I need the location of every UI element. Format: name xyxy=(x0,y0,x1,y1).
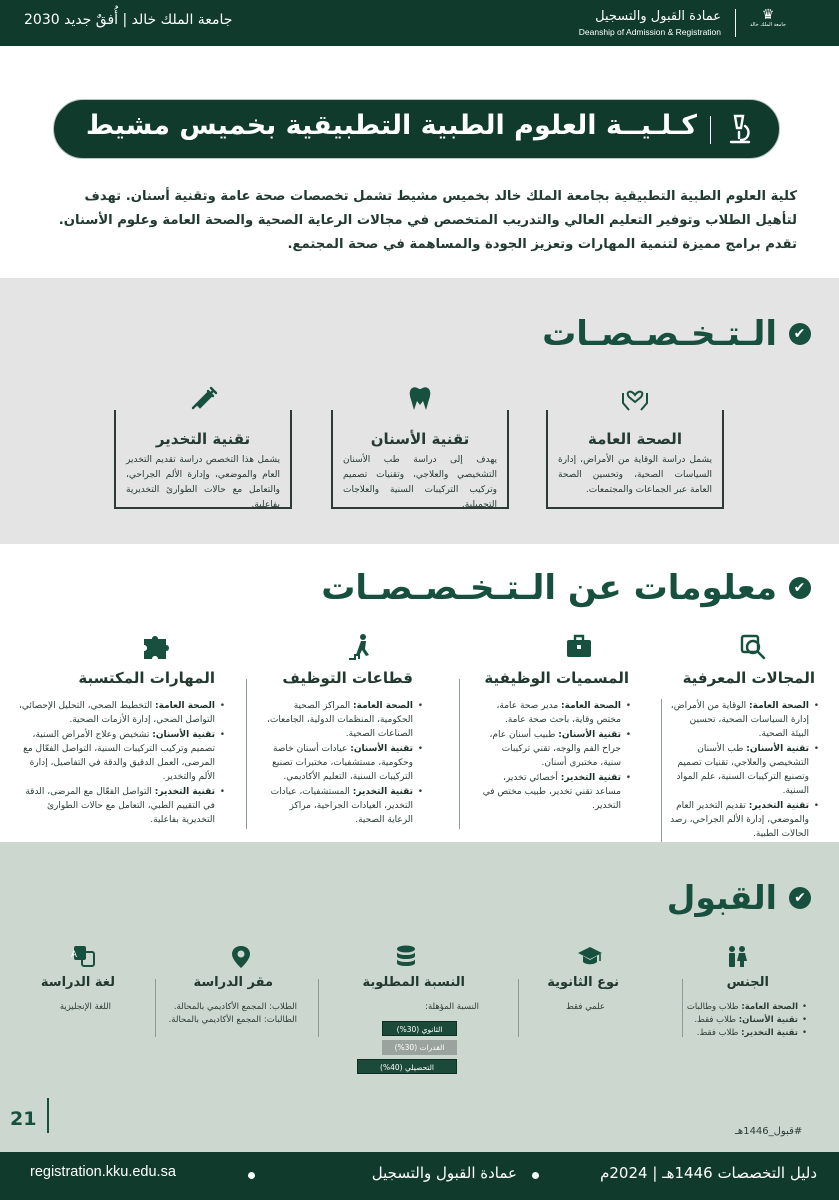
specialties-heading-text: الـتـخـصـصـات xyxy=(542,314,777,354)
database-icon xyxy=(395,945,417,975)
list-item: • تقنية الأسنان: تشخيص وعلاج الأمراض السنية، تصميم وتركيب التركيبات السنية، التواصل الفعّال مع المرضى، العمل الدقيق والدقة في التفاصيل، إدارة الألم والتخدير. xyxy=(13,728,225,784)
stairs-climb-icon xyxy=(347,633,375,667)
column-divider xyxy=(518,979,519,1037)
admission-item-title: مقر الدراسة xyxy=(193,975,273,990)
deanship-name-en: Deanship of Admission & Registration xyxy=(578,27,721,37)
college-intro: كلية العلوم الطبية التطبيقية بجامعة الملك خالد بخميس مشيط تشمل تخصصات صحة عامة وتقنية أسنان. تهدف لتأهيل الطلاب وتوفير التعليم العالي والتدريب المتخصص في مجالات الرعاية الصحية والصحة العامة وعلوم الأسنان. تقدم برامج مميزة لتنمية المهارات وتعزيز الجودة والمساهمة في صحة المجتمع. xyxy=(58,189,797,252)
footer xyxy=(0,1152,839,1200)
info-column-title: المهارات المكتسبة xyxy=(78,669,215,687)
specialty-desc: يشمل دراسة الوقاية من الأمراض، إدارة السياسات الصحية، وتحسين الصحة العامة عبر الجماعات والمجتمعات. xyxy=(558,455,712,495)
info-list xyxy=(263,699,423,828)
puzzle-icon xyxy=(141,633,171,667)
footer-guide: دليل التخصصات 1446هـ | 2024م xyxy=(600,1164,817,1182)
admission-gender xyxy=(671,945,811,1055)
admission-heading xyxy=(667,878,811,917)
specialty-title: تقنية التخدير xyxy=(155,430,251,448)
ratio-bar-aptitude: القدرات (30%) xyxy=(382,1040,457,1055)
briefcase-icon xyxy=(565,633,593,665)
footer-deanship: عمادة القبول والتسجيل xyxy=(371,1164,517,1182)
syringe-icon xyxy=(182,383,224,420)
column-divider xyxy=(682,979,683,1037)
specialty-card-anesthesia-tech xyxy=(114,410,292,509)
admission-item-title: الجنس xyxy=(726,975,769,990)
ratio-bar-achievement: التحصيلي (40%) xyxy=(357,1059,457,1074)
banner-divider xyxy=(710,116,711,144)
list-item: • تقنية التخدير: تقديم التخدير العام والموضعي، إدارة الألم الجراحي، رصد الحالات الطبية. xyxy=(669,799,819,841)
people-icon xyxy=(725,945,749,975)
microscope-icon xyxy=(721,112,757,148)
hands-heart-icon xyxy=(614,383,656,420)
list-item: • الصحة العامة: الوقاية من الأمراض، إدارة السياسات الصحية، تحسين البيئة الصحية. xyxy=(669,699,819,741)
list-item: • تقنية التخدير: المستشفيات، عيادات التخدير، العيادات الجراحية، مراكز الرعاية الصحية. xyxy=(263,785,423,827)
page-number: 21 xyxy=(10,1108,37,1130)
list-item: • الصحة العامة: مدير صحة عامة، مختص وقاية، باحث صحة عامة. xyxy=(481,699,631,727)
crown-palm-icon: ♛ xyxy=(761,7,775,23)
specialty-title: تقنية الأسنان xyxy=(370,430,470,448)
logo-text: جامعة الملك خالد xyxy=(750,22,786,28)
list-item: • تقنية الأسنان: عيادات أسنان خاصة وحكومية، مستشفيات، مختبرات تصنيع التركيبات السنية، التعليم الأكاديمي. xyxy=(263,742,423,784)
info-list xyxy=(13,699,225,828)
info-column-acquired-skills xyxy=(7,633,233,853)
admission-required-ratio xyxy=(353,945,483,1085)
info-column-employment-sectors xyxy=(253,633,443,853)
header-slogan: جامعة الملك خالد | أُفقٌ جديد 2030 xyxy=(24,12,233,28)
footer-dot xyxy=(532,1172,539,1179)
specialty-desc: يشمل هذا التخصص دراسة تقديم التخدير العام والموضعي، وإدارة الألم الجراحي، والتعامل مع حالات الطوارئ التخديرية بفاعلية. xyxy=(126,455,280,510)
location-line: الطلاب: المجمع الأكاديمي بالمحالة. xyxy=(173,1002,297,1012)
list-item: • تقنية الأسنان: طبيب أسنان عام، جراح الفم والوجه، تقني تركيبات سنية، مختبري أسنان. xyxy=(481,728,631,770)
list-item: • تقنية التخدير: طلاب فقط. xyxy=(687,1027,807,1040)
page-number-divider xyxy=(47,1098,49,1133)
info-column-title: قطاعات التوظيف xyxy=(282,669,413,687)
specialty-desc: يهدف إلى دراسة طب الأسنان التشخيصي والعلاجي، وتقنيات تصميم وتركيب التركيبات السنية والعلاجات التجميلية. xyxy=(343,455,497,510)
admission-item-text xyxy=(687,1001,807,1040)
list-item: • تقنية التخدير: أخصائي تخدير، مساعد تقني تخدير، طبيب مختص في التخدير. xyxy=(481,771,631,813)
info-heading xyxy=(321,568,811,608)
admission-item-title: النسبة المطلوبة xyxy=(362,975,465,990)
ratio-label: النسبة المؤهلة: xyxy=(425,1002,479,1012)
specialties-section xyxy=(0,278,839,544)
list-item: • الصحة العامة: المراكز الصحية الحكومية، المنظمات الدولية، الجامعات، الصناعات الصحية. xyxy=(263,699,423,741)
specialty-card-dental-tech xyxy=(331,410,509,509)
top-header xyxy=(0,0,839,46)
admission-heading-text: القبول xyxy=(666,878,777,917)
header-divider xyxy=(735,9,736,37)
admission-item-text: اللغة الإنجليزية xyxy=(59,1002,111,1012)
location-pin-icon xyxy=(231,945,251,975)
deanship-name-ar: عمادة القبول والتسجيل xyxy=(595,9,721,24)
location-line: الطالبات: المجمع الأكاديمي بالمحالة. xyxy=(168,1015,297,1025)
admission-location xyxy=(163,945,313,1025)
column-divider xyxy=(318,979,319,1037)
admission-section xyxy=(0,842,839,1152)
list-item: • الصحة العامة: طلاب وطالبات xyxy=(687,1001,807,1014)
check-circle-icon: ✔ xyxy=(789,577,811,599)
info-column-title: المجالات المعرفية xyxy=(682,669,815,687)
tooth-icon xyxy=(399,383,441,420)
info-list xyxy=(481,699,631,814)
college-title: كـلـيــة العلوم الطبية التطبيقية بخميس مشيط xyxy=(85,110,697,141)
column-divider xyxy=(246,679,247,829)
check-circle-icon: ✔ xyxy=(789,887,811,909)
info-column-job-titles xyxy=(463,633,653,853)
college-banner xyxy=(53,99,780,159)
info-column-knowledge-fields xyxy=(661,633,825,853)
column-divider xyxy=(155,979,156,1037)
list-item: • تقنية التخدير: التواصل الفعّال مع المرضى، الدقة في التقييم الطبي، التعامل مع حالات الطوارئ التخديرية بفاعلية. xyxy=(13,785,225,827)
search-icon xyxy=(739,633,767,667)
list-item: • تقنية الأسنان: طلاب فقط. xyxy=(687,1014,807,1027)
list-item: • الصحة العامة: التخطيط الصحي، التحليل الإحصائي، التواصل الصحي، إدارة الأزمات الصحية. xyxy=(13,699,225,727)
footer-website-link[interactable]: registration.kku.edu.sa xyxy=(30,1164,176,1180)
admission-school-type xyxy=(519,945,649,1025)
admission-item-text: علمي فقط xyxy=(565,1002,605,1012)
info-column-title: المسميات الوظيفية xyxy=(484,669,629,687)
svg-text:A: A xyxy=(70,950,77,960)
admission-item-title: لغة الدراسة xyxy=(40,975,115,990)
info-list xyxy=(669,699,819,842)
admission-item-title: نوع الثانوية xyxy=(547,975,619,990)
specialty-card-public-health xyxy=(546,410,724,509)
hashtag: #قبول_1446هـ xyxy=(735,1126,803,1137)
check-circle-icon: ✔ xyxy=(789,323,811,345)
specialty-title: الصحة العامة xyxy=(588,430,682,448)
specialty-info-section xyxy=(0,544,839,842)
university-logo xyxy=(745,8,791,40)
list-item: • تقنية الأسنان: طب الأسنان التشخيصي والعلاجي، تقنيات تصميم وتصنيع التركيبات السنية، علم المواد السنية. xyxy=(669,742,819,798)
admission-item-text xyxy=(169,1001,297,1027)
translate-icon xyxy=(70,945,95,973)
specialties-heading xyxy=(542,314,811,354)
column-divider xyxy=(661,699,662,849)
admission-language xyxy=(19,945,139,1025)
info-heading-text: معلومات عن الـتـخـصـصـات xyxy=(321,568,777,608)
column-divider xyxy=(459,679,460,829)
graduation-cap-icon xyxy=(577,945,603,973)
footer-dot xyxy=(248,1172,255,1179)
ratio-bar-secondary: الثانوي (30%) xyxy=(382,1021,457,1036)
